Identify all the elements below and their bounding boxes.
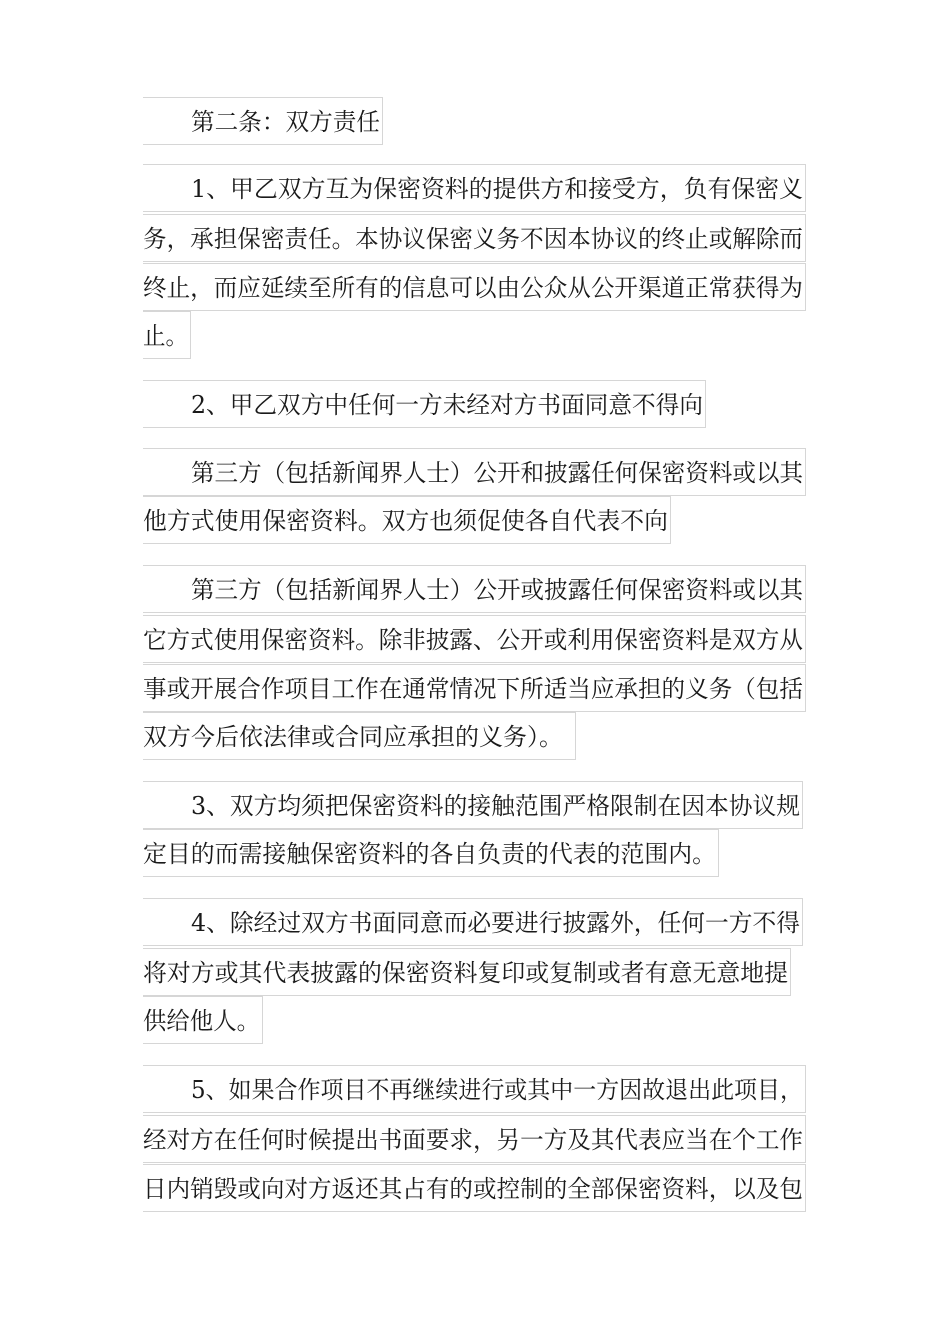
clause-2-line-2: 第三方（包括新闻界人士）公开和披露任何保密资料或以其 — [143, 448, 806, 496]
clause-3-line-1: 3、双方均须把保密资料的接触范围严格限制在因本协议规 — [143, 781, 803, 829]
clause-1-line-3: 终止，而应延续至所有的信息可以由公众从公开渠道正常获得为 — [143, 263, 806, 311]
clause-2-line-4: 第三方（包括新闻界人士）公开或披露任何保密资料或以其 — [143, 565, 806, 613]
clause-4-line-1: 4、除经过双方书面同意而必要进行披露外，任何一方不得 — [143, 898, 803, 946]
clause-2-line-3: 他方式使用保密资料。双方也须促使各自代表不向 — [143, 496, 671, 544]
clause-2-line-1: 2、甲乙双方中任何一方未经对方书面同意不得向 — [143, 380, 706, 428]
clause-4-line-3: 供给他人。 — [143, 996, 263, 1044]
clause-4-line-2: 将对方或其代表披露的保密资料复印或复制或者有意无意地提 — [143, 948, 791, 996]
clause-5-line-2: 经对方在任何时候提出书面要求，另一方及其代表应当在个工作 — [143, 1115, 806, 1163]
clause-1-line-2: 务，承担保密责任。本协议保密义务不因本协议的终止或解除而 — [143, 214, 806, 262]
clause-1-line-4: 止。 — [143, 311, 191, 359]
clause-5-line-3: 日内销毁或向对方返还其占有的或控制的全部保密资料，以及包 — [143, 1164, 806, 1212]
clause-2-line-5: 它方式使用保密资料。除非披露、公开或利用保密资料是双方从 — [143, 615, 806, 663]
clause-2-line-6: 事或开展合作项目工作在通常情况下所适当应承担的义务（包括 — [143, 664, 806, 712]
clause-3-line-2: 定目的而需接触保密资料的各自负责的代表的范围内。 — [143, 829, 719, 877]
clause-2-line-7: 双方今后依法律或合同应承担的义务）。 — [143, 712, 576, 760]
clause-5-line-1: 5、如果合作项目不再继续进行或其中一方因故退出此项目， — [143, 1065, 806, 1113]
section-heading: 第二条：双方责任 — [143, 97, 383, 145]
clause-1-line-1: 1、甲乙双方互为保密资料的提供方和接受方，负有保密义 — [143, 164, 806, 212]
